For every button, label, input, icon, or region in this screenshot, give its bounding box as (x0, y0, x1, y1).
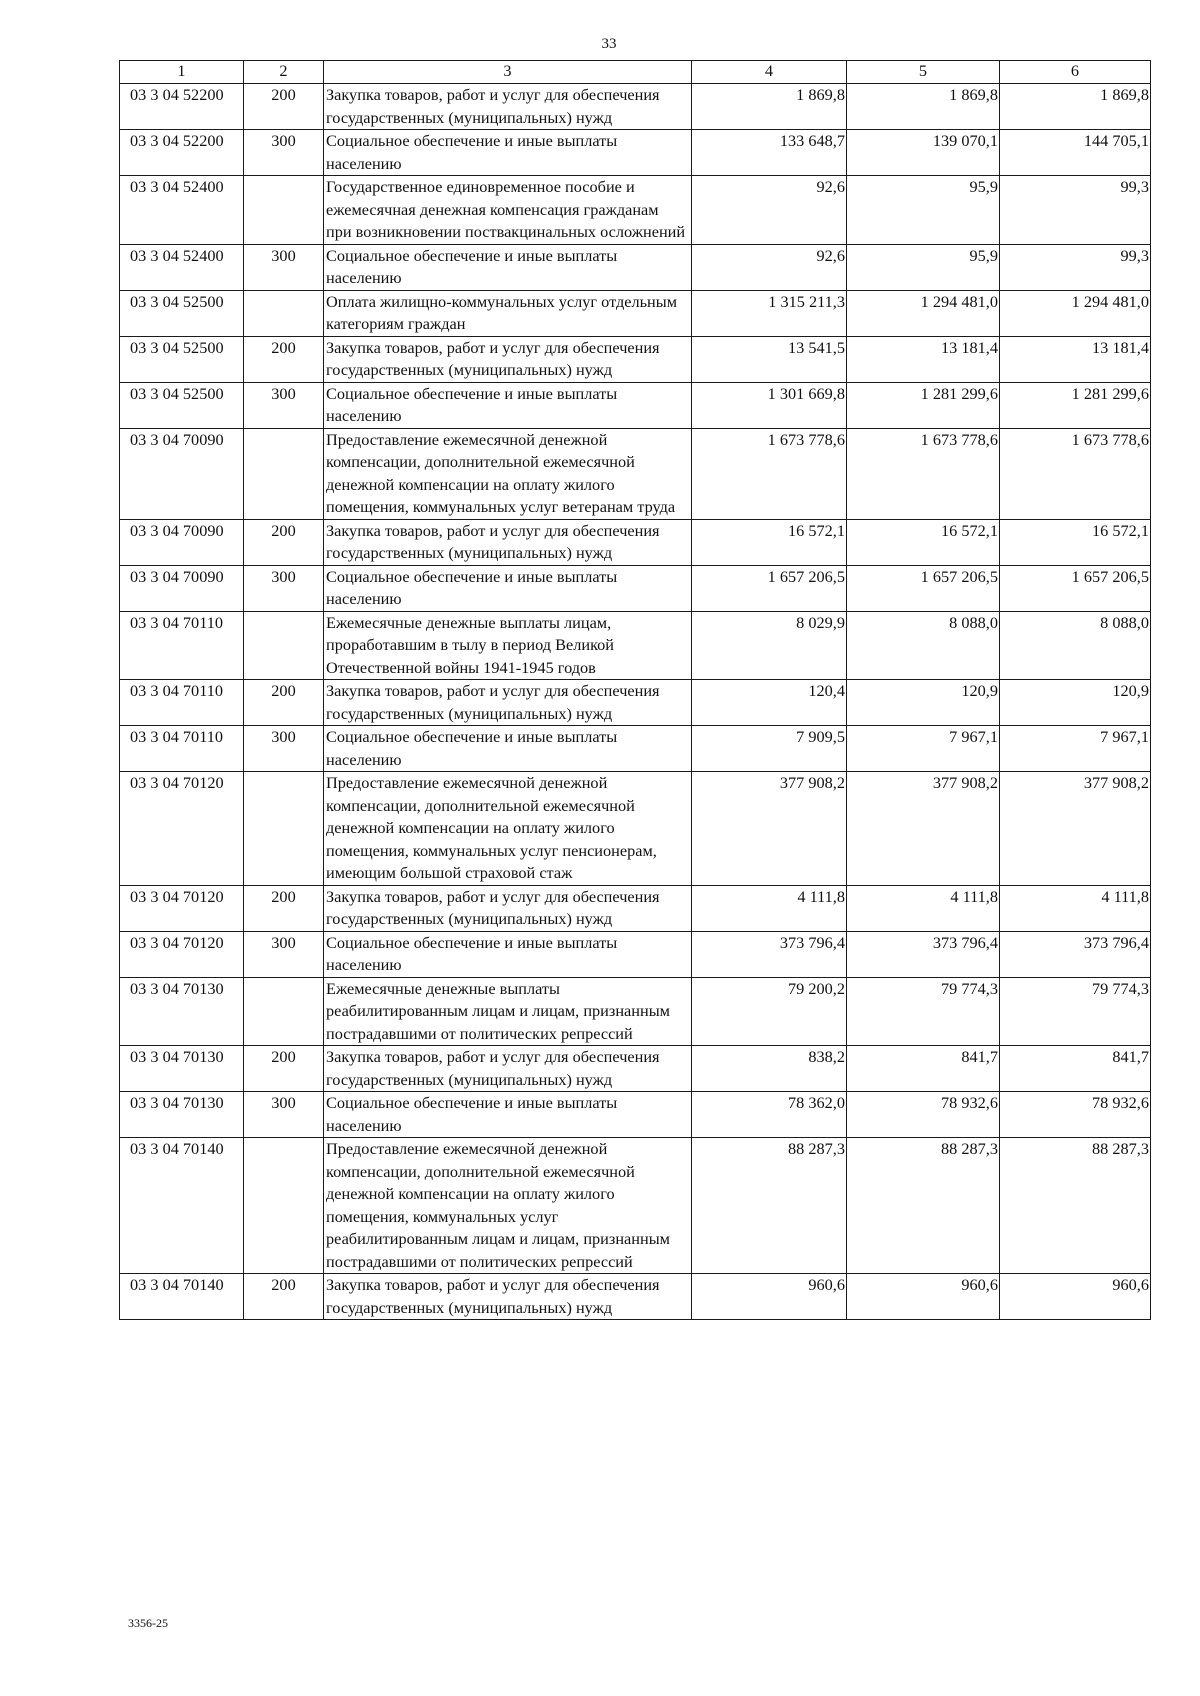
item-name: Закупка товаров, работ и услуг для обеспечения государственных (муниципальных) нужд (324, 1274, 692, 1320)
amount-col-4: 79 200,2 (692, 977, 847, 1046)
item-name: Социальное обеспечение и иные выплаты населению (324, 130, 692, 176)
amount-col-5: 1 294 481,0 (847, 290, 1000, 336)
expense-type-code (244, 428, 324, 519)
expense-type-code: 200 (244, 84, 324, 130)
column-header-2: 2 (244, 61, 324, 84)
amount-col-5: 120,9 (847, 680, 1000, 726)
header-row (120, 61, 1151, 84)
amount-col-6: 841,7 (1000, 1046, 1151, 1092)
table-row (120, 84, 1151, 130)
column-header-1: 1 (120, 61, 244, 84)
amount-col-6: 144 705,1 (1000, 130, 1151, 176)
table-row (120, 931, 1151, 977)
target-article-code: 03 3 04 70090 (120, 565, 244, 611)
amount-col-4: 960,6 (692, 1274, 847, 1320)
amount-col-4: 7 909,5 (692, 726, 847, 772)
expense-type-code (244, 772, 324, 886)
amount-col-6: 120,9 (1000, 680, 1151, 726)
amount-col-5: 78 932,6 (847, 1092, 1000, 1138)
expense-type-code: 300 (244, 931, 324, 977)
column-header-3: 3 (324, 61, 692, 84)
amount-col-5: 7 967,1 (847, 726, 1000, 772)
amount-col-6: 7 967,1 (1000, 726, 1151, 772)
column-header-6: 6 (1000, 61, 1151, 84)
item-name: Закупка товаров, работ и услуг для обеспечения государственных (муниципальных) нужд (324, 336, 692, 382)
target-article-code: 03 3 04 70090 (120, 428, 244, 519)
amount-col-6: 79 774,3 (1000, 977, 1151, 1046)
amount-col-5: 4 111,8 (847, 885, 1000, 931)
amount-col-5: 16 572,1 (847, 519, 1000, 565)
item-name: Закупка товаров, работ и услуг для обеспечения государственных (муниципальных) нужд (324, 84, 692, 130)
item-name: Предоставление ежемесячной денежной компенсации, дополнительной ежемесячной денежной компенсации на оплату жилого помещения, коммунальных услуг пенсионерам, имеющим большой страховой стаж (324, 772, 692, 886)
table-row (120, 977, 1151, 1046)
expense-type-code (244, 290, 324, 336)
item-name: Предоставление ежемесячной денежной компенсации, дополнительной ежемесячной денежной компенсации на оплату жилого помещения, коммунальных услуг реабилитированным лицам и лицам, признанным пострадавшими от политических репрессий (324, 1138, 692, 1274)
target-article-code: 03 3 04 70110 (120, 611, 244, 680)
table-row (120, 726, 1151, 772)
amount-col-5: 1 869,8 (847, 84, 1000, 130)
target-article-code: 03 3 04 52400 (120, 176, 244, 245)
amount-col-5: 373 796,4 (847, 931, 1000, 977)
amount-col-6: 1 294 481,0 (1000, 290, 1151, 336)
item-name: Закупка товаров, работ и услуг для обеспечения государственных (муниципальных) нужд (324, 885, 692, 931)
amount-col-5: 88 287,3 (847, 1138, 1000, 1274)
amount-col-5: 1 673 778,6 (847, 428, 1000, 519)
amount-col-5: 79 774,3 (847, 977, 1000, 1046)
item-name: Ежемесячные денежные выплаты лицам, проработавшим в тылу в период Великой Отечественной войны 1941-1945 годов (324, 611, 692, 680)
item-name: Предоставление ежемесячной денежной компенсации, дополнительной ежемесячной денежной компенсации на оплату жилого помещения, коммунальных услуг ветеранам труда (324, 428, 692, 519)
item-name: Закупка товаров, работ и услуг для обеспечения государственных (муниципальных) нужд (324, 1046, 692, 1092)
table-row (120, 130, 1151, 176)
amount-col-6: 960,6 (1000, 1274, 1151, 1320)
item-name: Социальное обеспечение и иные выплаты населению (324, 382, 692, 428)
amount-col-5: 377 908,2 (847, 772, 1000, 886)
item-name: Социальное обеспечение и иные выплаты населению (324, 931, 692, 977)
table-row (120, 1274, 1151, 1320)
expense-type-code: 300 (244, 565, 324, 611)
amount-col-6: 13 181,4 (1000, 336, 1151, 382)
item-name: Ежемесячные денежные выплаты реабилитированным лицам и лицам, признанным пострадавшими от политических репрессий (324, 977, 692, 1046)
column-header-4: 4 (692, 61, 847, 84)
expense-type-code (244, 1138, 324, 1274)
amount-col-4: 16 572,1 (692, 519, 847, 565)
table-row (120, 565, 1151, 611)
target-article-code: 03 3 04 70120 (120, 885, 244, 931)
target-article-code: 03 3 04 52400 (120, 244, 244, 290)
table-row (120, 1092, 1151, 1138)
table-row (120, 885, 1151, 931)
expense-type-code: 200 (244, 336, 324, 382)
target-article-code: 03 3 04 52500 (120, 336, 244, 382)
amount-col-5: 95,9 (847, 176, 1000, 245)
amount-col-6: 377 908,2 (1000, 772, 1151, 886)
document-code: 3356-25 (128, 1616, 168, 1630)
target-article-code: 03 3 04 70140 (120, 1274, 244, 1320)
expense-type-code: 300 (244, 726, 324, 772)
table-row (120, 519, 1151, 565)
amount-col-4: 133 648,7 (692, 130, 847, 176)
amount-col-5: 139 070,1 (847, 130, 1000, 176)
amount-col-6: 4 111,8 (1000, 885, 1151, 931)
target-article-code: 03 3 04 70120 (120, 931, 244, 977)
target-article-code: 03 3 04 52500 (120, 290, 244, 336)
table-row (120, 680, 1151, 726)
target-article-code: 03 3 04 70130 (120, 1092, 244, 1138)
amount-col-4: 8 029,9 (692, 611, 847, 680)
amount-col-6: 8 088,0 (1000, 611, 1151, 680)
table-row (120, 1138, 1151, 1274)
target-article-code: 03 3 04 70110 (120, 726, 244, 772)
expense-type-code: 200 (244, 680, 324, 726)
expense-type-code: 300 (244, 244, 324, 290)
target-article-code: 03 3 04 52200 (120, 84, 244, 130)
amount-col-6: 99,3 (1000, 176, 1151, 245)
amount-col-4: 377 908,2 (692, 772, 847, 886)
table-row (120, 176, 1151, 245)
amount-col-6: 1 657 206,5 (1000, 565, 1151, 611)
expense-type-code: 200 (244, 1046, 324, 1092)
amount-col-6: 88 287,3 (1000, 1138, 1151, 1274)
item-name: Закупка товаров, работ и услуг для обеспечения государственных (муниципальных) нужд (324, 680, 692, 726)
item-name: Закупка товаров, работ и услуг для обеспечения государственных (муниципальных) нужд (324, 519, 692, 565)
page-number: 33 (601, 36, 617, 52)
amount-col-4: 1 673 778,6 (692, 428, 847, 519)
amount-col-5: 1 281 299,6 (847, 382, 1000, 428)
amount-col-4: 1 315 211,3 (692, 290, 847, 336)
amount-col-6: 1 673 778,6 (1000, 428, 1151, 519)
amount-col-6: 99,3 (1000, 244, 1151, 290)
amount-col-5: 1 657 206,5 (847, 565, 1000, 611)
amount-col-5: 841,7 (847, 1046, 1000, 1092)
item-name: Социальное обеспечение и иные выплаты населению (324, 1092, 692, 1138)
amount-col-4: 88 287,3 (692, 1138, 847, 1274)
expense-type-code (244, 176, 324, 245)
target-article-code: 03 3 04 70090 (120, 519, 244, 565)
item-name: Социальное обеспечение и иные выплаты населению (324, 244, 692, 290)
table-row (120, 772, 1151, 886)
table-row (120, 1046, 1151, 1092)
table-row (120, 428, 1151, 519)
amount-col-4: 92,6 (692, 244, 847, 290)
table-body (120, 84, 1151, 1320)
item-name: Оплата жилищно-коммунальных услуг отдельным категориям граждан (324, 290, 692, 336)
item-name: Государственное единовременное пособие и ежемесячная денежная компенсация гражданам при возникновении поствакцинальных осложнений (324, 176, 692, 245)
target-article-code: 03 3 04 52500 (120, 382, 244, 428)
amount-col-4: 78 362,0 (692, 1092, 847, 1138)
expense-type-code: 300 (244, 382, 324, 428)
target-article-code: 03 3 04 70110 (120, 680, 244, 726)
target-article-code: 03 3 04 70130 (120, 977, 244, 1046)
expense-type-code: 200 (244, 519, 324, 565)
expense-type-code (244, 977, 324, 1046)
amount-col-4: 92,6 (692, 176, 847, 245)
amount-col-6: 16 572,1 (1000, 519, 1151, 565)
table-row (120, 336, 1151, 382)
table-row (120, 244, 1151, 290)
expense-type-code: 200 (244, 885, 324, 931)
amount-col-5: 8 088,0 (847, 611, 1000, 680)
amount-col-4: 373 796,4 (692, 931, 847, 977)
amount-col-5: 13 181,4 (847, 336, 1000, 382)
column-header-5: 5 (847, 61, 1000, 84)
expense-type-code: 200 (244, 1274, 324, 1320)
amount-col-6: 1 281 299,6 (1000, 382, 1151, 428)
target-article-code: 03 3 04 70120 (120, 772, 244, 886)
amount-col-5: 95,9 (847, 244, 1000, 290)
target-article-code: 03 3 04 70140 (120, 1138, 244, 1274)
expense-type-code: 300 (244, 1092, 324, 1138)
amount-col-6: 1 869,8 (1000, 84, 1151, 130)
amount-col-4: 4 111,8 (692, 885, 847, 931)
amount-col-5: 960,6 (847, 1274, 1000, 1320)
expense-type-code: 300 (244, 130, 324, 176)
amount-col-6: 78 932,6 (1000, 1092, 1151, 1138)
target-article-code: 03 3 04 70130 (120, 1046, 244, 1092)
amount-col-4: 120,4 (692, 680, 847, 726)
amount-col-4: 1 657 206,5 (692, 565, 847, 611)
amount-col-4: 13 541,5 (692, 336, 847, 382)
expense-type-code (244, 611, 324, 680)
amount-col-4: 1 869,8 (692, 84, 847, 130)
budget-table (119, 60, 1151, 1320)
item-name: Социальное обеспечение и иные выплаты населению (324, 726, 692, 772)
item-name: Социальное обеспечение и иные выплаты населению (324, 565, 692, 611)
table-row (120, 290, 1151, 336)
table-row (120, 382, 1151, 428)
table-header (120, 61, 1151, 84)
target-article-code: 03 3 04 52200 (120, 130, 244, 176)
amount-col-4: 838,2 (692, 1046, 847, 1092)
table-row (120, 611, 1151, 680)
amount-col-4: 1 301 669,8 (692, 382, 847, 428)
amount-col-6: 373 796,4 (1000, 931, 1151, 977)
